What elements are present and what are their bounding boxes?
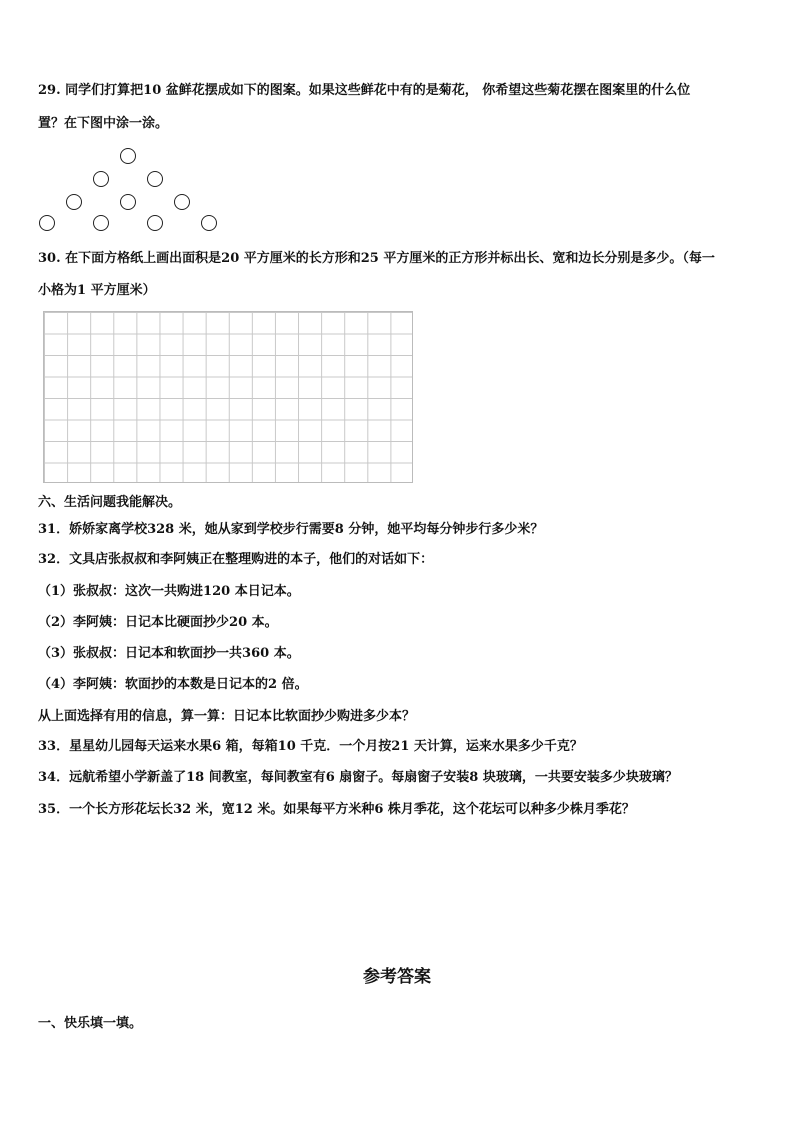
answers-section1: 一、快乐填一填。 [38, 1016, 143, 1031]
q32-item-3: （3）张叔叔：日记本和软面抄一共360 本。 [38, 646, 300, 661]
flower-circle[interactable] [120, 148, 136, 164]
q32-item-4: （4）李阿姨：软面抄的本数是日记本的2 倍。 [38, 677, 308, 692]
q33-text: 33．星星幼儿园每天运来水果6 箱，每箱10 千克．一个月按21 天计算，运来水果多少千克？ [38, 739, 583, 754]
flower-circle[interactable] [120, 194, 136, 210]
answers-title: 参考答案 [363, 967, 431, 987]
flower-circle[interactable] [93, 215, 109, 231]
q29-text-line2: 置？在下图中涂一涂。 [38, 116, 169, 131]
flower-circle[interactable] [147, 171, 163, 187]
flower-circle[interactable] [39, 215, 55, 231]
q32-intro: 32．文具店张叔叔和李阿姨正在整理购进的本子，他们的对话如下： [38, 552, 434, 567]
flower-circle[interactable] [174, 194, 190, 210]
q32-question: 从上面选择有用的信息，算一算：日记本比软面抄少购进多少本？ [38, 709, 416, 724]
flower-circle[interactable] [147, 215, 163, 231]
q30-text-line2: 小格为1 平方厘米） [38, 283, 156, 298]
q34-text: 34．远航希望小学新盖了18 间教室，每间教室有6 扇窗子。每扇窗子安装8 块玻璃，一共要安装多少块玻璃？ [38, 770, 678, 785]
q32-item-1: （1）张叔叔：这次一共购进120 本日记本。 [38, 584, 300, 599]
section6-title: 六、生活问题我能解决。 [38, 495, 182, 510]
q31-text: 31．娇娇家离学校328 米，她从家到学校步行需要8 分钟，她平均每分钟步行多少米？ [38, 522, 544, 537]
q30-text-line1: 30. 在下面方格纸上画出面积是20 平方厘米的长方形和25 平方厘米的正方形并标出长、宽和边长分别是多少。（每一 [38, 251, 715, 266]
q29-text-line1: 29. 同学们打算把10 盆鲜花摆成如下的图案。如果这些鲜花中有的是菊花， 你希望这些菊花摆在图案里的什么位 [38, 83, 691, 98]
flower-circle[interactable] [201, 215, 217, 231]
grid-paper[interactable] [43, 311, 413, 483]
q32-item-2: （2）李阿姨：日记本比硬面抄少20 本。 [38, 615, 278, 630]
flower-circle[interactable] [66, 194, 82, 210]
flower-circle[interactable] [93, 171, 109, 187]
q35-text: 35．一个长方形花坛长32 米，宽12 米。如果每平方米种6 株月季花，这个花坛可以种多少株月季花？ [38, 802, 635, 817]
